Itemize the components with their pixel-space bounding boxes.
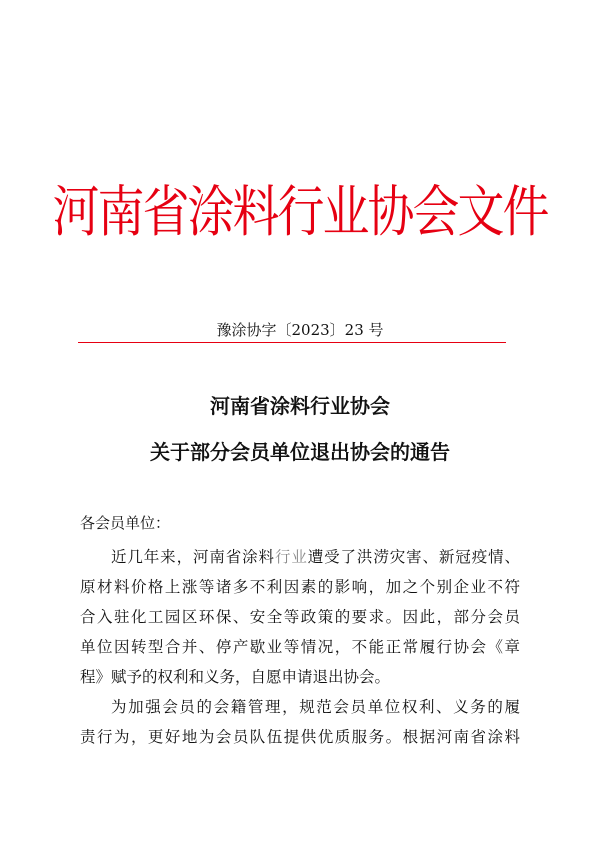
body-paragraph-2: [80, 692, 520, 752]
header-red-divider: [78, 342, 506, 343]
paragraph-line: 合入驻化工园区环保、安全等政策的要求。因此，部分会员: [80, 608, 520, 626]
notice-title-line-1: 河南省涂料行业协会: [210, 394, 390, 418]
paragraph-line: 程》赋予的权利和义务，自愿申请退出协会。: [80, 668, 391, 686]
paragraph-line: [80, 542, 520, 572]
paragraph-line: 责行为，更好地为会员队伍提供优质服务。根据河南省涂料: [80, 728, 520, 746]
paragraph-line: 单位因转型合并、停产歇业等情况，不能正常履行协会《章: [80, 638, 520, 656]
document-number: 豫涂协字〔2023〕23 号: [216, 321, 384, 339]
document-header-title: 河南省涂料行业协会文件: [52, 180, 548, 246]
notice-title-line-2: 关于部分会员单位退出协会的通告: [150, 440, 450, 464]
text-run: 遭受了洪涝灾害、新冠疫情、: [307, 548, 520, 566]
text-run: 近几年来，河南省涂料: [111, 548, 275, 566]
paragraph-line: 为加强会员的会籍管理，规范会员单位权利、义务的履: [111, 698, 520, 716]
body-paragraph-1: [80, 542, 520, 692]
paragraph-line: 原材料价格上涨等诸多不利因素的影响，加之个别企业不符: [80, 578, 520, 596]
text-run-muted: 行业: [274, 548, 308, 566]
salutation: 各会员单位：: [80, 514, 171, 532]
